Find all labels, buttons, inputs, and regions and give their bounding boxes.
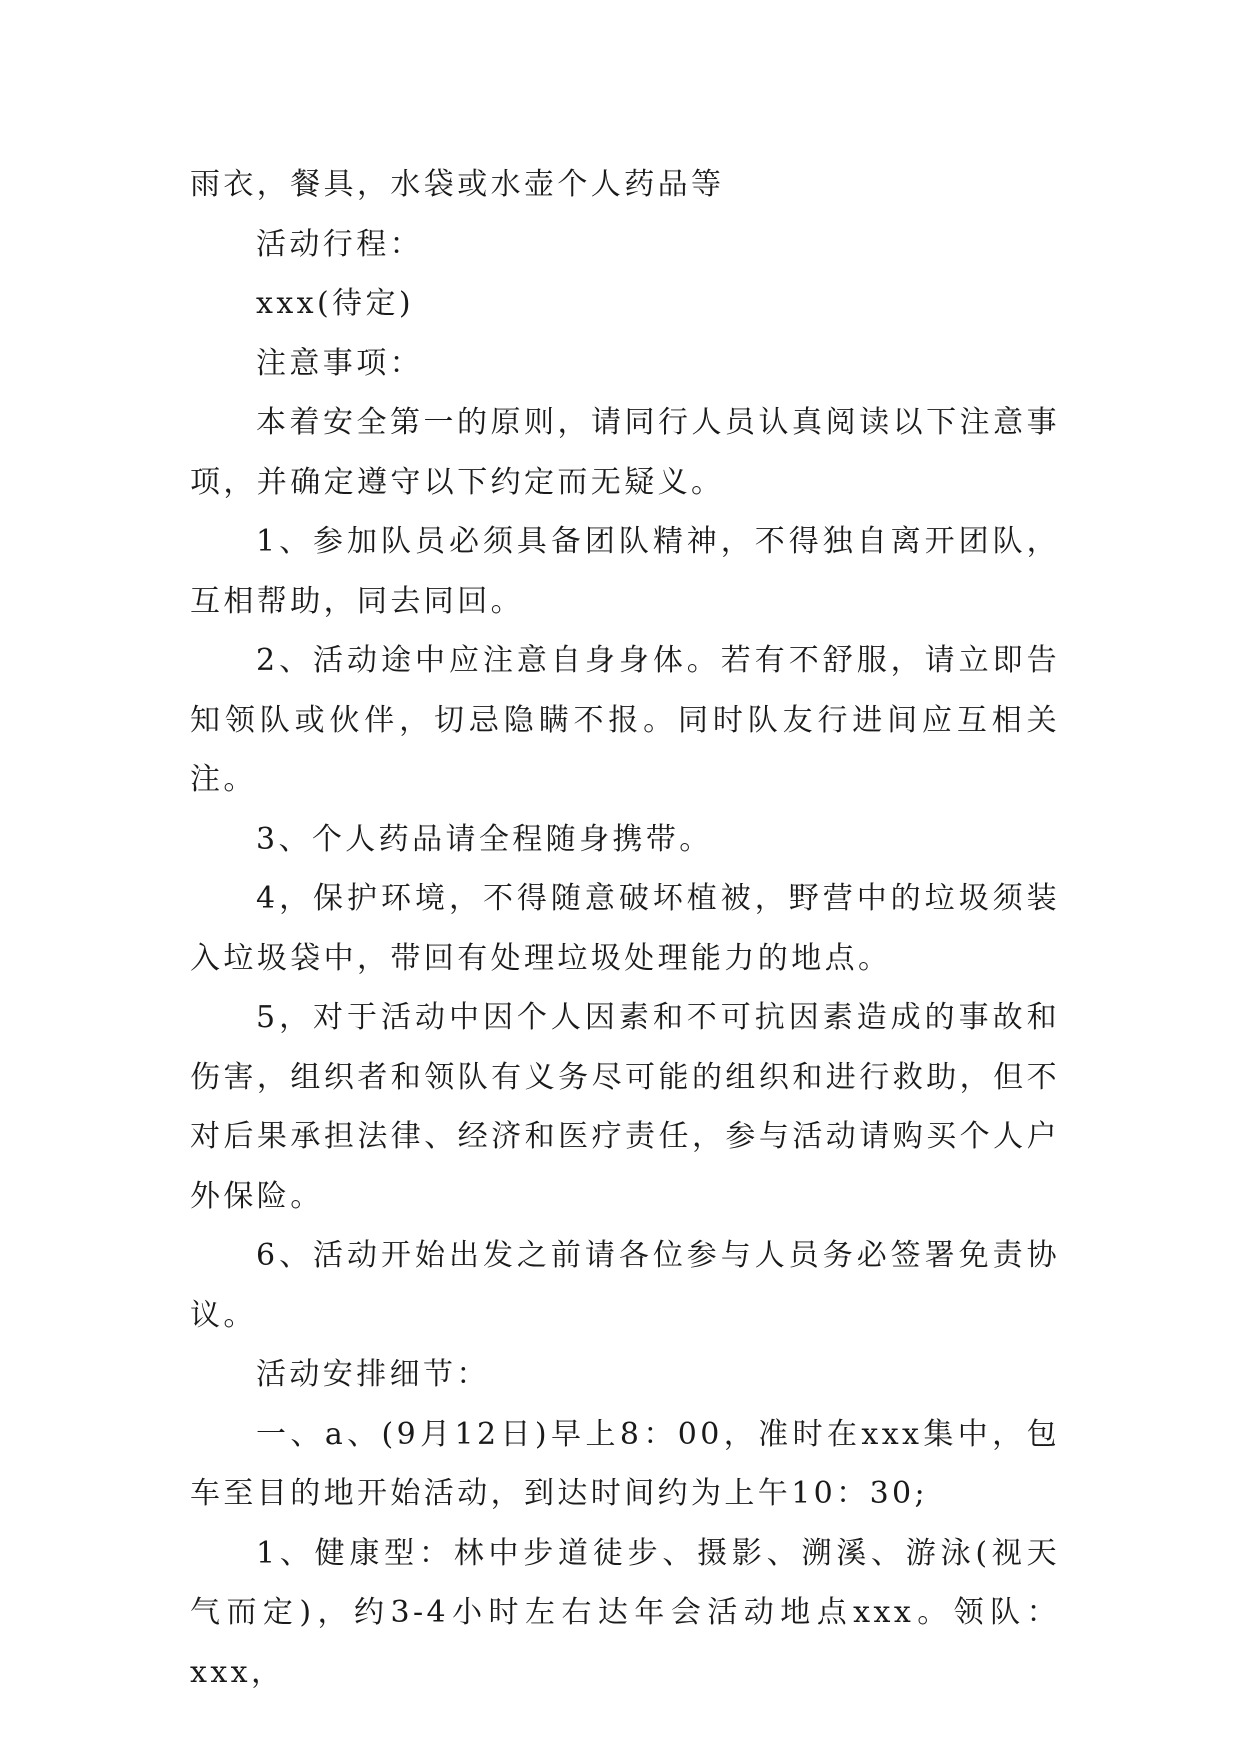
document-body [190,155,1060,1702]
note-item-1: 1、参加队员必须具备团队精神，不得独自离开团队，互相帮助，同去同回。 [190,524,1060,619]
paragraph-supplies: 雨衣，餐具，水袋或水壶个人药品等 [190,167,725,202]
note-item-4: 4，保护环境，不得随意破坏植被，野营中的垃圾须装入垃圾袋中，带回有处理垃圾处理能力的地点。 [190,881,1060,976]
arrangement-item-1: 1、健康型：林中步道徒步、摄影、溯溪、游泳(视天气而定)，约3-4小时左右达年会活动地点xxx。领队：xxx， [190,1535,1060,1690]
note-item-5: 5，对于活动中因个人因素和不可抗因素造成的事故和伤害，组织者和领队有义务尽可能的组织和进行救助，但不对后果承担法律、经济和医疗责任，参与活动请购买个人户外保险。 [190,1000,1060,1214]
note-item-6: 6、活动开始出发之前请各位参与人员务必签署免责协议。 [190,1238,1060,1333]
note-item-3: 3、个人药品请全程随身携带。 [256,821,713,857]
paragraph-safety-principle: 本着安全第一的原则，请同行人员认真阅读以下注意事项，并确定遵守以下约定而无疑义。 [190,405,1060,500]
heading-arrangement-details: 活动安排细节： [256,1357,490,1392]
arrangement-item-a: 一、a、(9月12日)早上8：00，准时在xxx集中，包车至目的地开始活动，到达时间约为上午10：30; [190,1416,1060,1511]
note-item-2: 2、活动途中应注意自身身体。若有不舒服，请立即告知领队或伙伴，切忌隐瞒不报。同时队友行进间应互相关注。 [190,643,1060,797]
heading-notes: 注意事项： [256,345,423,381]
heading-itinerary: 活动行程： [256,226,423,262]
itinerary-value: xxx(待定) [256,286,414,321]
